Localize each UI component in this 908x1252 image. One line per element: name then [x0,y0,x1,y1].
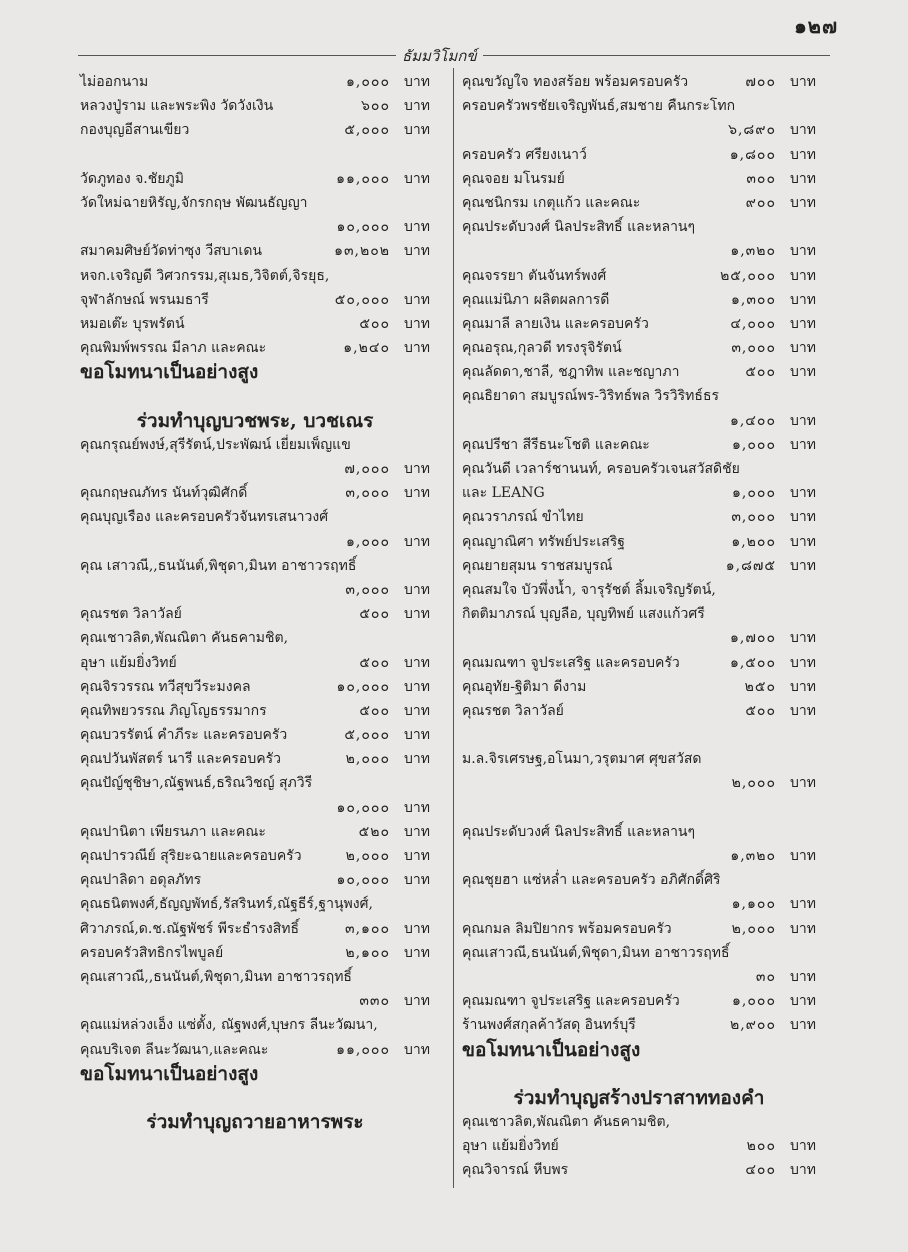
donation-amount: ๑๑,๐๐๐ [336,1041,390,1058]
donor-name: คุณประดับวงศ์ นิลประสิทธิ์ และหลานๆ [462,823,696,840]
donor-name: คุณปัญ์ชุชิษา,ณัฐพนธ์,ธริณวิชญ์ สุภวิรี [80,775,313,792]
donor-name: คุณเสาวณี,,ธนนันต์,พิชุดา,มินท อาชาวรฤทธิ์ [80,968,352,985]
donation-amount: ๕๐๐ [359,654,390,671]
currency-unit: บาท [404,315,430,332]
donor-name: คุณเสาวณี,ธนนันต์,พิชุดา,มินท อาชาวรฤทธิ์ [462,944,730,961]
currency-unit: บาท [404,799,430,816]
spacer [80,384,430,408]
donor-name: คุณแม่นิภา ผลิตผลการดี [462,291,610,308]
donation-amount: ๑๐,๐๐๐ [336,799,390,816]
donor-name: คุณชุยฮา แซ่หล่ำ และครอบครัว อภิศักดิ์ศิริ [462,872,721,889]
donor-row [462,1013,816,1037]
donor-name: หมอเต๊ะ บุรพรัตน์ [80,315,185,332]
donor-row [80,505,430,529]
donor-row [80,771,430,795]
currency-unit: บาท [790,146,816,163]
donor-row [80,820,430,844]
donation-amount: ๕๐๐ [359,606,390,623]
donation-amount: ๕๐๐ [359,315,390,332]
currency-unit: บาท [790,533,816,550]
donor-name: ไม่ออกนาม [80,74,149,90]
currency-unit: บาท [790,920,816,937]
donor-name: คุณประดับวงศ์ นิลประสิทธิ์ และหลานๆ [462,219,696,236]
donor-row [462,167,816,191]
donor-row [462,433,816,457]
donor-name: คุณกฤษณภัทร นันท์วุฒิศักดิ์ [80,485,248,502]
page-number: ๑๒๗ [794,14,838,38]
donation-amount: ๕,๐๐๐ [344,727,390,744]
donation-amount: ๖๐๐ [361,98,390,115]
donation-amount: ๑,๐๐๐ [346,533,390,550]
currency-unit: บาท [404,678,430,695]
donor-row [462,844,816,868]
donor-row [462,143,816,167]
donation-amount: ๓๐ [755,968,776,985]
donation-amount: ๒๕๐ [744,678,776,695]
donor-name: อุษา แย้มยิ่งวิทย์ [462,1138,559,1155]
donation-amount: ๑,๓๐๐ [731,291,776,308]
donor-name: คุณมณฑา จูประเสริฐ และครอบครัว [462,993,680,1010]
donor-row [462,917,816,941]
donation-amount: ๑,๕๐๐ [729,654,776,671]
donor-row [80,530,430,554]
donor-row [462,481,816,505]
currency-unit: บาท [790,267,816,284]
donation-amount: ๑,๐๐๐ [732,993,776,1010]
donation-amount: ๑,๒๐๐ [731,533,776,550]
donor-row [80,578,430,602]
donor-row [462,820,816,844]
donor-name: ครอบครัวพรชัยเจริญพันธ์,สมชาย คืนกระโทก [462,98,736,115]
donor-row [462,94,816,118]
section-heading [80,409,430,433]
donor-row [462,336,816,360]
donor-name: คุณยายสุมน ราชสมบูรณ์ [462,557,613,574]
donor-row [80,457,430,481]
donor-row [462,1134,816,1158]
donor-name: และ LEANG [462,485,545,502]
donation-amount: ๑,๐๐๐ [346,74,390,90]
donor-row [80,481,430,505]
donor-name: คุณเชาวลิต,พัณณิตา คันธคามชิต, [462,1114,671,1131]
donor-name: คุณอรุณ,กุลวดี ทรงรุจิรัตน์ [462,340,622,357]
donor-row [462,699,816,723]
donor-row [80,312,430,336]
donor-row [80,747,430,771]
donation-amount: ๑,๒๔๐ [343,340,390,357]
donation-amount: ๙๐๐ [745,194,776,211]
donation-amount: ๕,๐๐๐ [344,122,390,139]
heading-text: ขอโมทนาเป็นอย่างสูง [462,1038,641,1061]
donor-name: คุณปาลิดา อดุลภัทร [80,872,202,889]
donor-row [462,1158,816,1182]
donor-row [80,699,430,723]
donor-name: คุณลัดดา,ชาลี, ชฎาทิพ และชญาภา [462,364,680,381]
donor-row [80,796,430,820]
donor-row [80,868,430,892]
donation-amount: ๑,๔๐๐ [729,412,776,429]
running-head [78,44,830,66]
donation-amount: ๑,๐๐๐ [732,436,776,453]
donor-name: คุณพิมพ์พรรณ มีลาภ และคณะ [80,340,267,357]
currency-unit: บาท [790,1017,816,1034]
donor-name: กิตติมาภรณ์ บุญลือ, บุญทิพย์ แสงแก้วศรี [462,606,705,623]
donation-amount: ๒,๐๐๐ [731,775,776,792]
donor-row [462,651,816,675]
donor-name: หจก.เจริญดี วิศวกรรม,สุเมธ,วิจิตต์,จิรยุธ, [80,267,330,284]
currency-unit: บาท [404,944,430,961]
donor-row [462,1110,816,1134]
donor-name: คุณปรีชา สีรีธนะโชติ และคณะ [462,436,650,453]
section-heading [80,360,430,384]
donation-amount: ๒,๐๐๐ [345,848,390,864]
donor-row [462,215,816,239]
currency-unit: บาท [404,485,430,502]
donor-row [462,626,816,650]
currency-unit: บาท [404,920,430,937]
donation-amount: ๗,๐๐๐ [344,461,390,477]
donor-name: คุณขวัญใจ ทองสร้อย พร้อมครอบครัว [462,74,689,90]
donor-name: คุณปารวณีย์ สุริยะฉายและครอบครัว [80,848,302,864]
currency-unit: บาท [790,340,816,357]
donor-name: คุณญาณิศา ทรัพย์ประเสริฐ [462,533,626,550]
donation-amount: ๑๐,๐๐๐ [336,678,390,695]
donor-name: ร้านพงศ์สกุลค้าวัสดุ อินทร์บุรี [462,1017,636,1034]
currency-unit: บาท [404,581,430,598]
donor-row [462,941,816,965]
donor-name: คุณรชต วิลาวัลย์ [80,606,182,623]
donor-row [80,1038,430,1062]
donor-row [462,892,816,916]
donor-row [462,530,816,554]
donor-row [462,747,816,771]
currency-unit: บาท [404,243,430,260]
donor-name: คุณมณฑา จูประเสริฐ และครอบครัว [462,654,680,671]
currency-unit: บาท [790,848,816,864]
currency-unit: บาท [790,194,816,211]
donation-amount: ๑,๓๒๐ [730,848,776,864]
currency-unit: บาท [790,74,816,90]
donor-row [80,1013,430,1037]
donor-row [80,892,430,916]
spacer [462,796,816,820]
donation-amount: ๖,๘๙๐ [728,122,776,139]
currency-unit: บาท [404,1041,430,1058]
donor-name: คุณจอย มโนรมย์ [462,170,565,187]
donor-row [80,70,430,94]
heading-text: ร่วมทำบุญบวชพระ, บวชเณร [136,409,374,432]
donor-name: จุฬาลักษณ์ พรนมธารี [80,291,209,308]
donor-row [80,118,430,142]
section-heading [462,1086,816,1110]
currency-unit: บาท [790,485,816,502]
donor-row [80,965,430,989]
donor-row [80,336,430,360]
spacer [80,1086,430,1110]
donation-amount: ๑๐,๐๐๐ [336,872,390,889]
donor-row [80,626,430,650]
donor-name: คุณบริเจต ลีนะวัฒนา,และคณะ [80,1041,269,1058]
section-heading [80,1110,430,1134]
donor-row [462,384,816,408]
donor-row [462,578,816,602]
donor-row [80,602,430,626]
donor-row [462,118,816,142]
heading-text: ร่วมทำบุญสร้างปราสาททองคำ [513,1086,765,1109]
currency-unit: บาท [404,751,430,768]
donation-amount: ๑,๘๐๐ [729,146,776,163]
currency-unit: บาท [790,993,816,1010]
donor-name: คุณแม่หล่วงเอ็ง แซ่ตั้ง, ณัฐพงศ์,บุษกร ลีนะวัฒนา, [80,1017,378,1034]
spacer [80,143,430,167]
currency-unit: บาท [404,606,430,623]
donor-name: คุณวราภรณ์ ขำไทย [462,509,584,526]
donor-name: อุษา แย้มยิ่งวิทย์ [80,654,177,671]
donor-row [462,505,816,529]
donor-row [462,868,816,892]
donor-name: คุณกรุณย์พงษ์,สุรีรัตน์,ประพัฒน์ เยี่ยมเพ็ญแข [80,436,351,453]
donor-row [462,312,816,336]
donation-amount: ๕๐๐ [359,702,390,719]
donor-row [80,264,430,288]
donor-name: หลวงปู่ราม และพระพิง วัดวังเงิน [80,98,274,115]
currency-unit: บาท [404,219,430,236]
donor-name: คุณปวันพัสตร์ นารี และครอบครัว [80,751,281,768]
currency-unit: บาท [404,823,430,840]
donor-row [80,941,430,965]
column-divider [453,68,454,1188]
currency-unit: บาท [790,509,816,526]
donation-amount: ๒,๐๐๐ [345,751,390,768]
donor-name: คุณสมใจ บัวพึ่งน้ำ, จารุรัชต์ ลิ้มเจริญรัตน์, [462,581,716,598]
currency-unit: บาท [790,1138,816,1155]
donation-amount: ๓,๐๐๐ [345,485,390,502]
currency-unit: บาท [790,315,816,332]
donation-amount: ๕๐๐ [745,364,776,381]
currency-unit: บาท [404,848,430,864]
donor-row [80,433,430,457]
donation-amount: ๓๐๐ [746,170,776,187]
donor-name: คุณบวรรัตน์ คำภีระ และครอบครัว [80,727,288,744]
donation-amount: ๑,๐๐๐ [732,485,776,502]
donor-name: คุณชนิกรม เกตุแก้ว และคณะ [462,194,641,211]
currency-unit: บาท [790,968,816,985]
currency-unit: บาท [404,654,430,671]
currency-unit: บาท [790,557,816,574]
donation-amount: ๑๑,๐๐๐ [336,170,390,187]
donor-row [462,989,816,1013]
donor-row [80,651,430,675]
donor-row [80,554,430,578]
donor-name: วัดภูทอง จ.ชัยภูมิ [80,170,184,187]
currency-unit: บาท [404,702,430,719]
donor-row [80,215,430,239]
left-column [80,70,430,1134]
donor-row [80,239,430,263]
currency-unit: บาท [404,727,430,744]
currency-unit: บาท [790,702,816,719]
donation-amount: ๑,๓๒๐ [730,243,776,260]
currency-unit: บาท [790,122,816,139]
currency-unit: บาท [404,993,430,1010]
donor-row [462,602,816,626]
currency-unit: บาท [790,364,816,381]
donor-name: สมาคมศิษย์วัดท่าซุง วีสบาเดน [80,243,262,260]
donor-row [80,94,430,118]
donor-row [462,191,816,215]
section-heading [80,1062,430,1086]
donor-name: คุณ เสาวณี,,ธนนันต์,พิชุดา,มินท อาชาวรฤทธิ์ [80,557,357,574]
section-heading [462,1038,816,1062]
currency-unit: บาท [404,291,430,308]
donor-name: คุณปานิตา เพียรนภา และคณะ [80,823,266,840]
donor-row [80,288,430,312]
donor-row [462,409,816,433]
currency-unit: บาท [790,654,816,671]
donor-row [80,167,430,191]
donor-row [462,457,816,481]
donor-row [80,191,430,215]
donor-name: คุณอุทัย-ฐิติมา ดีงาม [462,678,587,695]
currency-unit: บาท [790,775,816,792]
donation-amount: ๒,๐๐๐ [731,920,776,937]
donation-amount: ๑๓,๒๐๒ [334,243,390,260]
donation-amount: ๔๐๐ [745,1162,776,1179]
spacer [462,723,816,747]
donation-amount: ๓,๐๐๐ [345,581,390,598]
donation-amount: ๕๒๐ [358,823,390,840]
donation-amount: ๒๐๐ [746,1138,776,1155]
donor-name: คุณเชาวลิต,พัณณิตา คันธคามชิต, [80,630,289,647]
currency-unit: บาท [790,243,816,260]
donor-row [80,989,430,1013]
donor-row [462,264,816,288]
donation-amount: ๓,๑๐๐ [345,920,390,937]
donation-amount: ๑๐,๐๐๐ [336,219,390,236]
donation-amount: ๑,๘๗๕ [725,557,776,574]
donor-name: วัดใหม่ฉายหิรัญ,จักรกฤษ พัฒนธัญญา [80,194,308,211]
currency-unit: บาท [404,461,430,477]
currency-unit: บาท [404,74,430,90]
donation-amount: ๒๕,๐๐๐ [720,267,776,284]
donor-row [462,239,816,263]
currency-unit: บาท [790,678,816,695]
donor-name: คุณธนิตพงศ์,ธัญญพัทธ์,รัสรินทร์,ณัฐธีร์,ฐานุพงศ์, [80,896,373,913]
currency-unit: บาท [404,340,430,357]
donation-amount: ๑,๗๐๐ [730,630,776,647]
donor-row [80,723,430,747]
right-column [462,70,816,1183]
donor-name: คุณจิรวรรณ ทวีสุขวีระมงคล [80,678,251,695]
currency-unit: บาท [404,533,430,550]
donation-amount: ๕๐,๐๐๐ [334,291,390,308]
donor-name: คุณมาลี ลายเงิน และครอบครัว [462,315,649,332]
donation-amount: ๓,๐๐๐ [731,340,776,357]
donor-name: ครอบครัว ศรียงเนาว์ [462,146,587,163]
donor-name: คุณวิจารณ์ หีบพร [462,1162,569,1179]
donor-name: คุณทิพยวรรณ ภิญโญธรรมากร [80,702,267,719]
currency-unit: บาท [790,896,816,913]
currency-unit: บาท [790,630,816,647]
currency-unit: บาท [404,170,430,187]
currency-unit: บาท [404,872,430,889]
donor-row [462,360,816,384]
donor-name: คุณรชต วิลาวัลย์ [462,702,564,719]
donor-name: คุณบุญเรือง และครอบครัวจันทรเสนาวงศ์ [80,509,329,526]
currency-unit: บาท [790,291,816,308]
donation-amount: ๔,๐๐๐ [730,315,776,332]
donor-name: ครอบครัวสิทธิกรไพบูลย์ [80,944,224,961]
donation-amount: ๓,๐๐๐ [731,509,776,526]
donor-name: กองบุญอีสานเขียว [80,122,190,139]
currency-unit: บาท [790,412,816,429]
heading-text: ขอโมทนาเป็นอย่างสูง [80,361,259,384]
donor-row [462,771,816,795]
donor-row [462,965,816,989]
donation-amount: ๗๐๐ [745,74,776,90]
donation-amount: ๑,๑๐๐ [731,896,776,913]
heading-text: ขอโมทนาเป็นอย่างสูง [80,1062,259,1085]
currency-unit: บาท [404,122,430,139]
donor-row [80,844,430,868]
currency-unit: บาท [404,98,430,115]
donor-name: คุณวันดี เวลาร์ชานนท์, ครอบครัวเจนสวัสดิชัย [462,461,740,477]
running-head-title: ธัมมวิโมกข์ [396,44,483,68]
donation-amount: ๒,๙๐๐ [729,1017,776,1034]
donor-name: คุณธิยาดา สมบูรณ์พร-วิริทธ์พล วิรวิริทธ์ธร [462,388,720,405]
currency-unit: บาท [790,170,816,187]
donation-amount: ๓๓๐ [359,993,390,1010]
donor-name: ศิวาภรณ์,ด.ช.ณัฐพัชร์ พีระธำรงสิทธิ์ [80,920,300,937]
donor-row [80,917,430,941]
donor-row [462,288,816,312]
heading-text: ร่วมทำบุญถวายอาหารพระ [146,1111,364,1134]
currency-unit: บาท [790,436,816,453]
donor-row [80,675,430,699]
donor-name: คุณจรรยา ตันจันทร์พงศ์ [462,267,607,284]
donor-row [462,675,816,699]
currency-unit: บาท [790,1162,816,1179]
donation-amount: ๒,๑๐๐ [345,944,390,961]
donor-name: ม.ล.จิรเศรษฐ,อโนมา,วรุตมาศ ศุขสวัสด [462,751,702,768]
donor-row [462,554,816,578]
donation-amount: ๕๐๐ [745,702,776,719]
donor-name: คุณกมล ลิมปิยากร พร้อมครอบครัว [462,920,672,937]
donor-row [462,70,816,94]
spacer [462,1062,816,1086]
